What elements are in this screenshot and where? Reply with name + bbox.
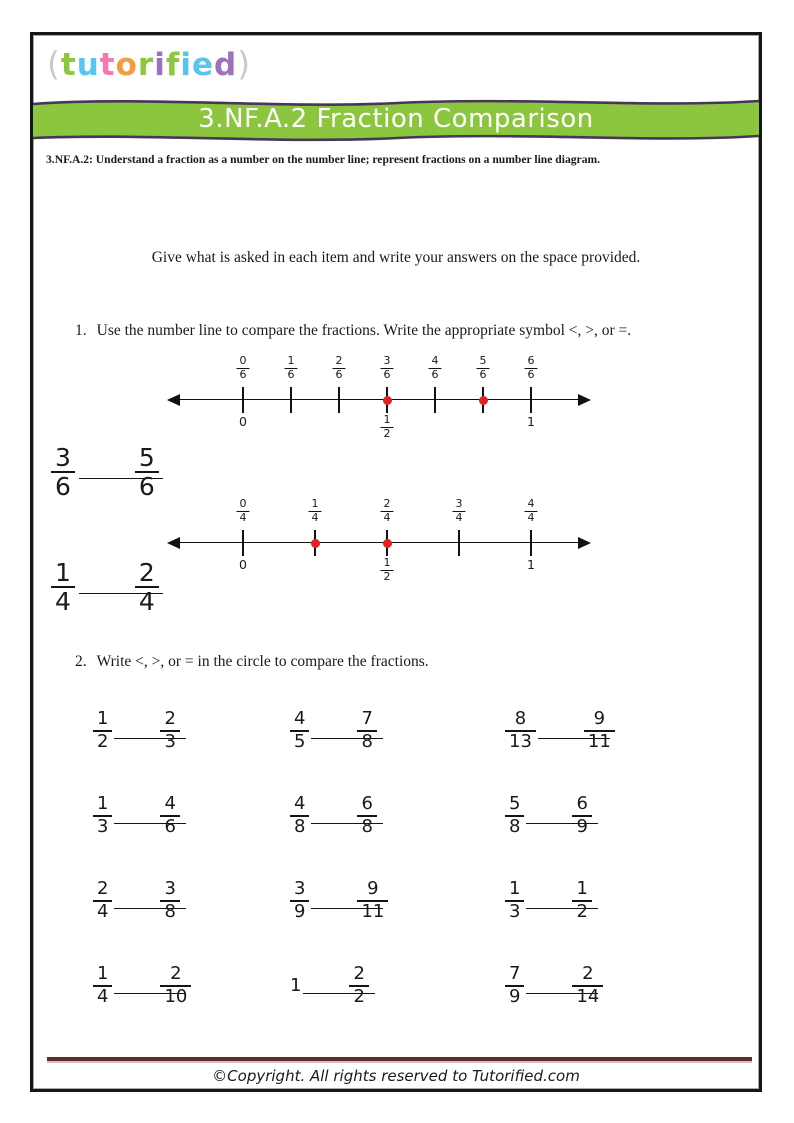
tick-label-fraction: $\frac{5}{6}$ bbox=[477, 355, 490, 381]
denominator: 4 bbox=[97, 900, 109, 922]
numerator: 2 bbox=[93, 879, 112, 902]
fraction bbox=[505, 709, 536, 752]
tick-mark bbox=[338, 387, 340, 413]
numerator: 1 bbox=[93, 794, 112, 817]
page-title: 3.NF.A.2 Fraction Comparison bbox=[198, 104, 594, 134]
tick-mark bbox=[242, 530, 244, 556]
numerator: 2 bbox=[572, 964, 603, 987]
tick-label-fraction: $\frac{3}{4}$ bbox=[453, 498, 466, 524]
numerator: 3 bbox=[160, 879, 179, 902]
tick-mark bbox=[530, 387, 532, 413]
tick-mark bbox=[242, 387, 244, 413]
left-arrow-icon bbox=[167, 394, 180, 406]
denominator: 6 bbox=[55, 472, 71, 501]
fraction-comparison-item bbox=[505, 709, 615, 794]
standard-description: 3.NF.A.2: Understand a fraction as a number on the number line; represent fractions on a number line diagram. bbox=[46, 153, 601, 166]
tick-label-fraction: $\frac{3}{6}$ bbox=[381, 355, 394, 381]
numerator: 9 bbox=[357, 879, 388, 902]
bottom-label: 1 bbox=[527, 414, 535, 429]
fraction bbox=[505, 964, 524, 1007]
logo bbox=[47, 43, 251, 86]
denominator: 6 bbox=[138, 472, 155, 501]
fraction bbox=[160, 879, 179, 922]
question-2 bbox=[75, 653, 429, 671]
fraction-comparison-item bbox=[505, 964, 615, 1049]
fraction bbox=[357, 794, 376, 837]
logo-letter: t bbox=[60, 47, 77, 83]
numerator: 1 bbox=[572, 879, 591, 902]
denominator: 3 bbox=[164, 730, 176, 752]
numerator: 7 bbox=[505, 964, 524, 987]
right-arrow-icon bbox=[578, 537, 591, 549]
fraction bbox=[584, 709, 615, 752]
footer-copyright: ©Copyright. All rights reserved to Tutorified.com bbox=[212, 1067, 580, 1085]
fraction bbox=[572, 879, 591, 922]
question-2-number: 2. bbox=[75, 653, 87, 670]
numerator: 2 bbox=[160, 964, 191, 987]
fraction-comparison-item bbox=[505, 879, 615, 964]
denominator: 8 bbox=[361, 730, 373, 752]
numerator: 4 bbox=[290, 709, 309, 732]
instruction-text: Give what is asked in each item and write your answers on the space provided. bbox=[151, 249, 641, 266]
numerator: 2 bbox=[349, 964, 368, 987]
question-2-text: Write <, >, or = in the circle to compare the fractions. bbox=[96, 653, 429, 670]
tick-label-fraction: $\frac{4}{6}$ bbox=[429, 355, 442, 381]
q1-compare-pair-fourths bbox=[51, 559, 159, 615]
numerator: 8 bbox=[505, 709, 536, 732]
fraction bbox=[357, 879, 388, 922]
fraction bbox=[93, 794, 112, 837]
logo-letter: i bbox=[154, 47, 166, 83]
numerator: 9 bbox=[584, 709, 615, 732]
bottom-label: 0 bbox=[239, 557, 247, 572]
tick-label-fraction: $\frac{0}{4}$ bbox=[237, 498, 250, 524]
numerator: 6 bbox=[357, 794, 376, 817]
fraction-comparison-item bbox=[290, 879, 505, 964]
denominator: 13 bbox=[509, 730, 532, 752]
fraction bbox=[135, 559, 159, 615]
fraction bbox=[505, 794, 524, 837]
whole-number: 1 bbox=[290, 975, 302, 996]
denominator: 4 bbox=[97, 985, 109, 1007]
denominator: 2 bbox=[97, 730, 109, 752]
numerator: 7 bbox=[357, 709, 376, 732]
fraction bbox=[51, 559, 75, 615]
denominator: 3 bbox=[509, 900, 521, 922]
question-1-number: 1. bbox=[75, 322, 87, 339]
title-banner bbox=[33, 93, 759, 147]
fraction-comparison-item bbox=[290, 794, 505, 879]
numerator: 1 bbox=[51, 559, 75, 588]
logo-letter: i bbox=[180, 47, 192, 83]
denominator: 2 bbox=[576, 900, 588, 922]
numerator: 1 bbox=[93, 964, 112, 987]
left-arrow-icon bbox=[167, 537, 180, 549]
denominator: 5 bbox=[294, 730, 306, 752]
denominator: 4 bbox=[55, 587, 71, 616]
logo-letter: o bbox=[115, 47, 138, 83]
denominator: 4 bbox=[138, 587, 155, 616]
fraction bbox=[160, 964, 191, 1007]
denominator: 14 bbox=[576, 985, 600, 1007]
worksheet-page bbox=[30, 32, 762, 1092]
bottom-label: 0 bbox=[239, 414, 247, 429]
number-line-axis bbox=[178, 542, 580, 543]
tick-label-fraction: $\frac{2}{4}$ bbox=[381, 498, 394, 524]
numerator: 1 bbox=[505, 879, 524, 902]
denominator: 2 bbox=[353, 985, 365, 1007]
right-arrow-icon bbox=[578, 394, 591, 406]
fraction bbox=[290, 879, 309, 922]
numerator: 6 bbox=[572, 794, 591, 817]
denominator: 11 bbox=[361, 900, 385, 922]
fraction bbox=[93, 709, 112, 752]
number-line-axis bbox=[178, 399, 580, 400]
tick-mark bbox=[530, 530, 532, 556]
fraction-comparison-item bbox=[505, 794, 615, 879]
bottom-label: 1 bbox=[527, 557, 535, 572]
numerator: 3 bbox=[290, 879, 309, 902]
fraction bbox=[290, 709, 309, 752]
denominator: 6 bbox=[164, 815, 176, 837]
question-1 bbox=[75, 322, 631, 340]
tick-label-fraction: $\frac{6}{6}$ bbox=[525, 355, 538, 381]
logo-letter: u bbox=[76, 47, 100, 83]
fraction bbox=[135, 444, 159, 500]
denominator: 8 bbox=[361, 815, 373, 837]
fraction-comparison-item bbox=[93, 879, 290, 964]
numerator: 1 bbox=[93, 709, 112, 732]
denominator: 8 bbox=[509, 815, 521, 837]
tick-mark bbox=[434, 387, 436, 413]
q1-compare-pair-sixths bbox=[51, 444, 159, 500]
fraction bbox=[93, 964, 112, 1007]
fraction-comparison-item bbox=[290, 964, 505, 1049]
tick-mark bbox=[458, 530, 460, 556]
footer-divider bbox=[47, 1057, 752, 1063]
point-dot bbox=[311, 539, 320, 548]
fraction bbox=[349, 964, 368, 1007]
fraction bbox=[505, 879, 524, 922]
tick-label-fraction: $\frac{2}{6}$ bbox=[333, 355, 346, 381]
numerator: 3 bbox=[51, 444, 75, 473]
logo-letter: d bbox=[214, 47, 238, 83]
fraction-comparison-item bbox=[93, 794, 290, 879]
numerator: 5 bbox=[505, 794, 524, 817]
fraction bbox=[572, 794, 591, 837]
numerator: 5 bbox=[135, 444, 159, 473]
logo-letter: f bbox=[165, 47, 181, 83]
fraction bbox=[93, 879, 112, 922]
point-dot bbox=[383, 539, 392, 548]
number-line-fourths bbox=[167, 496, 591, 592]
denominator: 8 bbox=[294, 815, 306, 837]
tick-label-fraction: $\frac{1}{4}$ bbox=[309, 498, 322, 524]
fraction bbox=[160, 794, 179, 837]
fraction-comparison-item bbox=[93, 964, 290, 1049]
logo-bracket-right: ) bbox=[237, 44, 252, 83]
q2-comparison-grid bbox=[93, 709, 615, 1049]
fraction bbox=[357, 709, 376, 752]
logo-bracket-left: ( bbox=[47, 44, 61, 83]
fraction bbox=[160, 709, 179, 752]
numerator: 2 bbox=[160, 709, 179, 732]
question-1-text: Use the number line to compare the fractions. Write the appropriate symbol <, >, or =. bbox=[96, 322, 632, 339]
denominator: 9 bbox=[509, 985, 521, 1007]
denominator: 10 bbox=[164, 985, 188, 1007]
fraction-comparison-item bbox=[290, 709, 505, 794]
numerator: 2 bbox=[135, 559, 159, 588]
denominator: 3 bbox=[97, 815, 109, 837]
denominator: 8 bbox=[164, 900, 176, 922]
bottom-label-fraction: $\frac{1}{2}$ bbox=[381, 557, 394, 583]
numerator: 4 bbox=[290, 794, 309, 817]
point-dot bbox=[479, 396, 488, 405]
tick-label-fraction: $\frac{0}{6}$ bbox=[237, 355, 250, 381]
fraction bbox=[572, 964, 603, 1007]
number-line-sixths bbox=[167, 353, 591, 449]
denominator: 11 bbox=[587, 730, 611, 752]
fraction bbox=[51, 444, 75, 500]
logo-letter: e bbox=[192, 47, 215, 83]
denominator: 9 bbox=[576, 815, 588, 837]
denominator: 9 bbox=[294, 900, 306, 922]
logo-letter: r bbox=[137, 47, 155, 83]
fraction bbox=[290, 794, 309, 837]
tick-mark bbox=[290, 387, 292, 413]
point-dot bbox=[383, 396, 392, 405]
logo-letter: t bbox=[99, 47, 116, 83]
tick-label-fraction: $\frac{4}{4}$ bbox=[525, 498, 538, 524]
bottom-label-fraction: $\frac{1}{2}$ bbox=[381, 414, 394, 440]
tick-label-fraction: $\frac{1}{6}$ bbox=[285, 355, 298, 381]
numerator: 4 bbox=[160, 794, 179, 817]
fraction-comparison-item bbox=[93, 709, 290, 794]
